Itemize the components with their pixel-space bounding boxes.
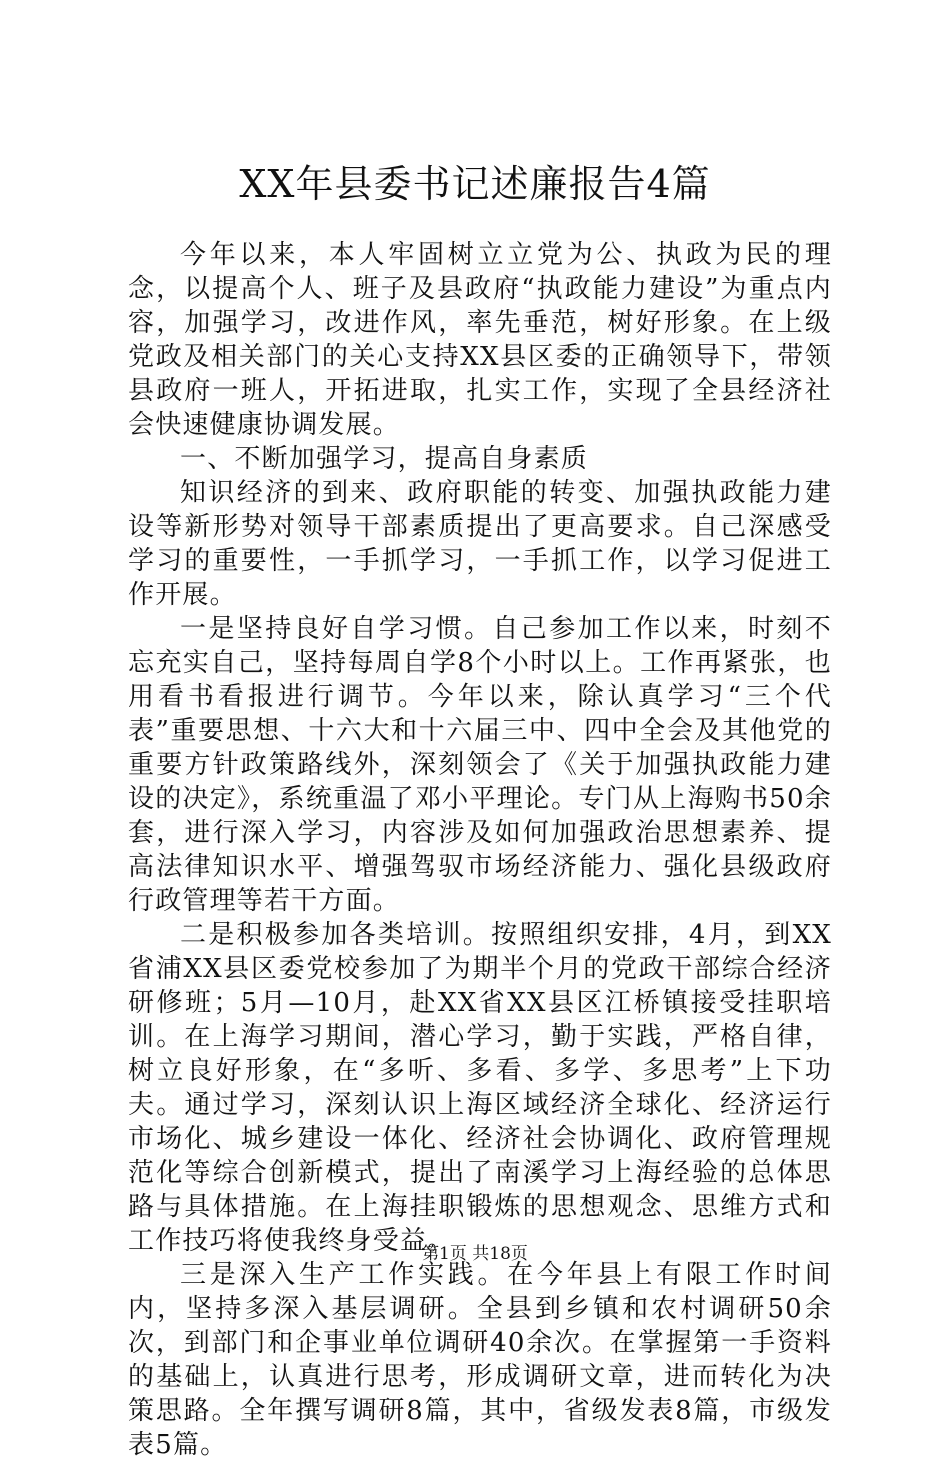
- page-number-footer: 第1页 共18页: [422, 1244, 528, 1264]
- body-paragraph: 三是深入生产工作实践。在今年县上有限工作时间内，坚持多深入基层调研。全县到乡镇和农村调研50余次，到部门和企事业单位调研40余次。在掌握第一手资料的基础上，认真进行思考，形成调研文章，进而转化为决策思路。全年撰写调研8篇，其中，省级发表8篇，市级发表5篇。: [128, 1260, 832, 1460]
- body-paragraph: 知识经济的到来、政府职能的转变、加强执政能力建设等新形势对领导干部素质提出了更高要求。自己深感受学习的重要性，一手抓学习，一手抓工作，以学习促进工作开展。: [128, 478, 832, 610]
- body-paragraph: 一是坚持良好自学习惯。自己参加工作以来，时刻不忘充实自己，坚持每周自学8个小时以上。工作再紧张，也用看书看报进行调节。今年以来，除认真学习“三个代表”重要思想、十六大和十六届三中、四中全会及其他党的重要方针政策路线外，深刻领会了《关于加强执政能力建设的决定》，系统重温了邓小平理论。专门从上海购书50余套，进行深入学习，内容涉及如何加强政治思想素养、提高法律知识水平、增强驾驭市场经济能力、强化县级政府行政管理等若干方面。: [128, 614, 832, 916]
- section-heading: 一、不断加强学习，提高自身素质: [180, 444, 589, 474]
- document-body: [128, 238, 832, 1462]
- intro-paragraph: 今年以来，本人牢固树立立党为公、执政为民的理念，以提高个人、班子及县政府“执政能力建设”为重点内容，加强学习，改进作风，率先垂范，树好形象。在上级党政及相关部门的关心支持XX县区委的正确领导下，带领县政府一班人，开拓进取，扎实工作，实现了全县经济社会快速健康协调发展。: [128, 240, 832, 440]
- document-title: XX年县委书记述廉报告4篇: [239, 162, 711, 206]
- body-paragraph: 二是积极参加各类培训。按照组织安排，4月，到XX省浦XX县区委党校参加了为期半个月的党政干部综合经济研修班；5月—10月，赴XX省XX县区江桥镇接受挂职培训。在上海学习期间，潜心学习，勤于实践，严格自律，树立良好形象，在“多听、多看、多学、多思考”上下功夫。通过学习，深刻认识上海区域经济全球化、经济运行市场化、城乡建设一体化、经济社会协调化、政府管理规范化等综合创新模式，提出了南溪学习上海经验的总体思路与具体措施。在上海挂职锻炼的思想观念、思维方式和工作技巧将使我终身受益。: [128, 920, 832, 1256]
